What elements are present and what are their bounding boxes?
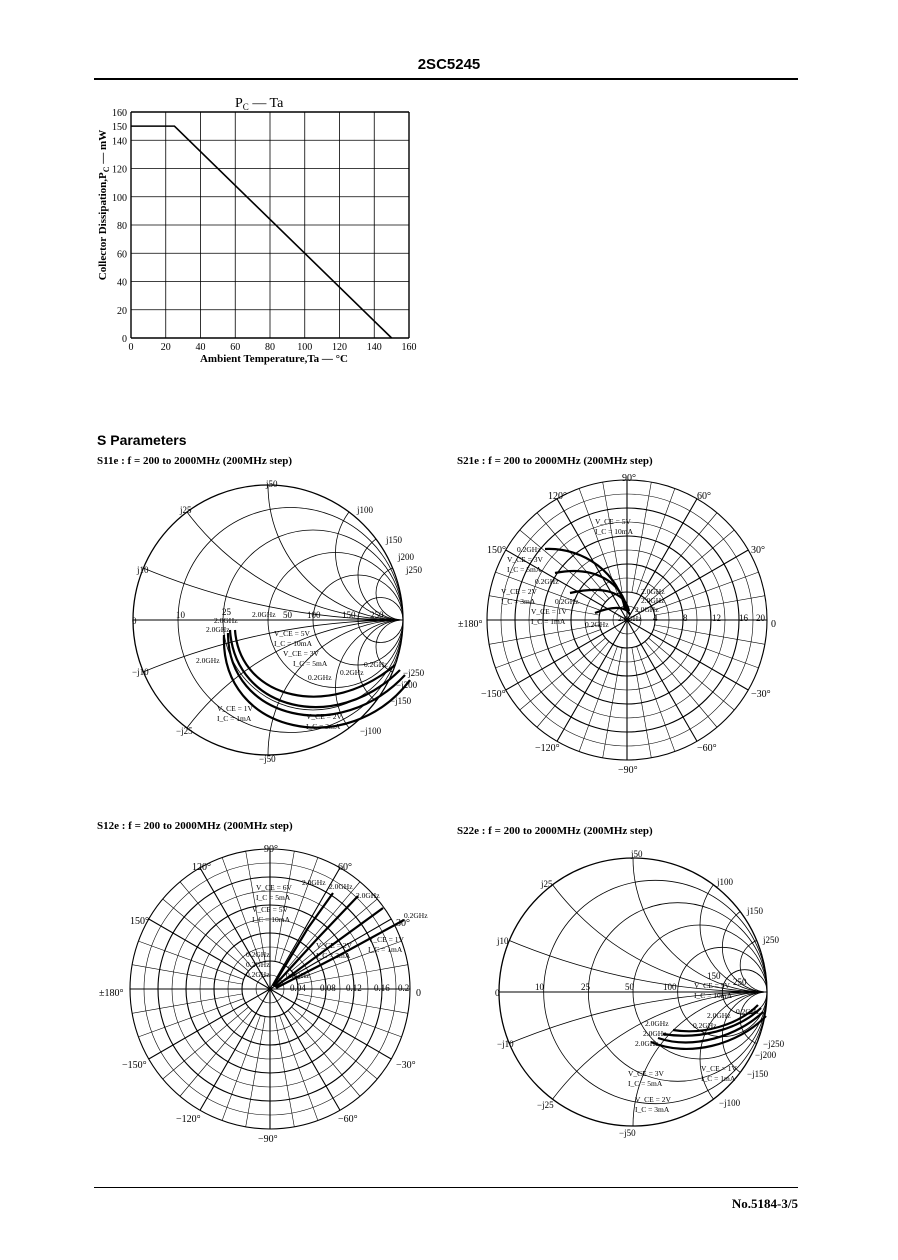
s21-note: 2.0GHz: [618, 614, 642, 623]
s11-label-mj50: −j50: [259, 754, 276, 764]
s11-label-r10: 10: [176, 610, 185, 620]
s11-label-r25: 25: [222, 607, 231, 617]
s22-note: I_C = 3mA: [635, 1105, 670, 1114]
s12-spoke: [138, 941, 243, 979]
s11-label-mj10: −j10: [132, 667, 149, 677]
s22-label-j250: j250: [763, 935, 780, 945]
pc-ta-ytick: 120: [112, 164, 127, 176]
s11-label-mj25: −j25: [176, 726, 193, 736]
s11-note: 2.0GHz: [252, 610, 276, 619]
s21-note: V_CE = 2V: [501, 587, 537, 596]
s22-label-mj25: −j25: [537, 1100, 554, 1110]
s22-note: V_CE = 2V: [635, 1095, 671, 1104]
s11-note: I_C = 1mA: [217, 714, 252, 723]
s12-spoke: [138, 999, 243, 1037]
s12-note: I_C = 1mA: [368, 945, 403, 954]
s22-label-r100: 100: [663, 982, 677, 992]
s21-angle-0: 0: [771, 619, 776, 630]
s22-label-j150: j150: [747, 906, 764, 916]
s22-note: V_CE = 5V: [694, 981, 730, 990]
s21-note: 0.2GHz: [555, 597, 579, 606]
s21-note: V_CE = 1V: [531, 607, 567, 616]
s11-note: V_CE = 5V: [274, 629, 310, 638]
s22-smith-chart: [483, 840, 803, 1145]
s12-angle-m150: −150°: [122, 1060, 147, 1071]
s22-note: 0.2GHz: [736, 1007, 760, 1016]
s21-mag-12: 12: [712, 613, 721, 623]
s11-label-r150: 150: [342, 610, 356, 620]
s11-caption: S11e : f = 200 to 2000MHz (200MHz step): [97, 455, 293, 467]
s11-label-j50: j50: [266, 479, 278, 489]
s11-label-j10: j10: [137, 565, 149, 575]
s21-mag-8: 8: [683, 613, 688, 623]
s21-note: V_CE = 5V: [595, 517, 631, 526]
s11-label-j250: j250: [406, 565, 423, 575]
pc-ta-xtick: 140: [366, 342, 382, 353]
s11-label-j25: j25: [180, 505, 192, 515]
s21-spoke: [495, 630, 600, 668]
pc-ta-xtick: 60: [230, 342, 241, 353]
s22-note: 0.2GHz: [693, 1021, 717, 1030]
s11-label-j200: j200: [398, 552, 415, 562]
s21-spoke: [655, 596, 765, 615]
s11-label-mj200: −j200: [396, 680, 418, 690]
s12-note: 2.0GHz: [302, 878, 326, 887]
s12-angle-m60: −60°: [338, 1114, 358, 1125]
s21-note: I_C = 10mA: [595, 527, 633, 536]
s11-note: I_C = 10mA: [274, 639, 312, 648]
s21-spoke: [489, 625, 599, 644]
s21-spoke: [655, 625, 765, 644]
part-number-header: 2SC5245: [417, 56, 481, 73]
s11-reactance-circle: [120, 470, 440, 620]
s12-note: 0.2GHz: [246, 970, 270, 979]
s11-reactance-circle: [268, 470, 440, 620]
s12-angle-m90: −90°: [258, 1134, 278, 1145]
s22-label-mj50: −j50: [619, 1128, 636, 1138]
s21-spoke: [653, 630, 758, 668]
s21-spoke: [632, 482, 651, 592]
s22-caption: S22e : f = 200 to 2000MHz (200MHz step): [457, 825, 653, 837]
s12-caption: S12e : f = 200 to 2000MHz (200MHz step): [97, 820, 293, 832]
s22-note: 2.0GHz: [643, 1029, 667, 1038]
s12-angle-60: 60°: [338, 862, 352, 873]
s21-polar-chart: [455, 465, 790, 780]
s11-note: 2.0GHz: [206, 625, 230, 634]
s12-note: 2.0GHz: [356, 891, 380, 900]
s21-mag-16: 16: [739, 613, 748, 623]
s11-note: 2.0GHz: [196, 656, 220, 665]
s11-note: I_C = 3mA: [306, 722, 341, 731]
s12-note: 2.0GHz: [329, 882, 353, 891]
s11-label-mj150: −j150: [390, 696, 412, 706]
s11-label-mj100: −j100: [360, 726, 382, 736]
pc-ta-title: $P_C$ — Ta: [235, 96, 284, 112]
s22-label-zero: 0: [495, 988, 500, 998]
s22-label-mj250: −j250: [763, 1039, 785, 1049]
s11-note: V_CE = 2V: [306, 712, 342, 721]
s12-angle-180: ±180°: [99, 988, 124, 999]
s11-smith-chart: [120, 470, 440, 770]
pc-ta-ytick: 140: [112, 136, 127, 148]
pc-ta-chart: [85, 88, 435, 378]
s12-note: I_C = 10mA: [252, 915, 290, 924]
s11-label-zero: 0: [132, 616, 137, 626]
s21-note: 0.2GHz: [535, 577, 559, 586]
s22-label-r250: 250: [733, 977, 747, 987]
s22-note: 2.0GHz: [635, 1039, 659, 1048]
s21-angle-m30: −30°: [751, 689, 771, 700]
s21-angle-m90: −90°: [618, 765, 638, 776]
s12-note: I_C = 3mA: [316, 951, 351, 960]
s12-note: 0.2GHz: [246, 960, 270, 969]
pc-ta-ytick: 60: [117, 249, 127, 261]
s12-spoke: [132, 965, 242, 984]
s22-note: V_CE = 3V: [628, 1069, 664, 1078]
s11-label-j100: j100: [357, 505, 374, 515]
pc-ta-xlabel: Ambient Temperature,Ta — °C: [199, 353, 349, 365]
pc-ta-ytick: 150: [112, 122, 127, 134]
s12-mag-008: 0.08: [320, 983, 336, 993]
s12-spoke: [275, 1017, 294, 1127]
pc-ta-ytick: 20: [117, 305, 127, 317]
pc-ta-xtick: 0: [128, 342, 134, 353]
s21-spoke: [653, 572, 758, 610]
s21-angle-m150: −150°: [481, 689, 506, 700]
s21-angle-30: 30°: [751, 545, 765, 556]
s21-mag-4: 4: [653, 613, 658, 623]
s22-label-r25: 25: [581, 982, 590, 992]
s22-label-j10: j10: [497, 936, 509, 946]
s22-reactance-circle: [499, 840, 803, 992]
s21-angle-120: 120°: [548, 491, 567, 502]
s11-label-r50: 50: [283, 610, 292, 620]
s12-note: V_CE = 5V: [252, 905, 288, 914]
s21-mag-20: 20: [756, 613, 765, 623]
s22-label-mj10: −j10: [497, 1039, 514, 1049]
s22-note: I_C = 5mA: [628, 1079, 663, 1088]
s11-note: 0.2GHz: [364, 660, 388, 669]
footer-rule: [94, 1187, 798, 1188]
s11-reactance-circle: [336, 620, 441, 755]
s12-note: V_CE = 6V: [256, 883, 292, 892]
pc-ta-xtick: 160: [401, 342, 417, 353]
s12-angle-m30: −30°: [396, 1060, 416, 1071]
pc-ta-xtick: 20: [160, 342, 171, 353]
s22-note: 2.0GHz: [707, 1011, 731, 1020]
pc-ta-ytick: 160: [112, 108, 127, 119]
s22-label-j50: j50: [631, 849, 643, 859]
s22-label-j25: j25: [541, 879, 553, 889]
s12-angle-150: 150°: [130, 916, 149, 927]
s21-spoke: [637, 646, 675, 751]
s21-caption: S21e : f = 200 to 2000MHz (200MHz step): [457, 455, 653, 467]
pc-ta-xtick: 40: [195, 342, 206, 353]
s12-angle-0: 0: [416, 988, 421, 999]
pc-ta-derating-line: [131, 126, 392, 338]
pc-ta-ytick: 100: [112, 192, 127, 204]
s11-label-mj250: −j250: [403, 668, 425, 678]
s11-reactance-circle: [336, 485, 441, 620]
s12-note: V_CE = 1V: [368, 935, 404, 944]
s12-mag-012: 0.12: [346, 983, 362, 993]
pc-ta-ytick: 40: [117, 277, 127, 289]
s12-spoke: [222, 1015, 260, 1120]
s22-reactance-circle: [483, 840, 803, 992]
s21-angle-90: 90°: [622, 473, 636, 484]
s21-spoke: [632, 648, 651, 758]
pc-ta-ytick: 80: [117, 221, 127, 232]
pc-ta-ytick: 0: [122, 334, 127, 345]
s12-spoke: [246, 1017, 265, 1127]
s12-note: 0.2GHz: [286, 971, 310, 980]
s22-label-mj100: −j100: [719, 1098, 741, 1108]
s12-spoke: [296, 999, 401, 1037]
s22-label-r50: 50: [625, 982, 634, 992]
s12-spoke: [132, 994, 242, 1013]
s-parameters-title: S Parameters: [97, 432, 187, 448]
s12-polar-chart: [98, 838, 433, 1153]
s22-label-j100: j100: [717, 877, 734, 887]
s12-angle-120: 120°: [192, 862, 211, 873]
s12-mag-016: 0.16: [374, 983, 390, 993]
pc-ta-xtick: 100: [297, 342, 313, 353]
s11-smith-grid: [120, 470, 440, 770]
s22-label-r10: 10: [535, 982, 544, 992]
s21-angle-m120: −120°: [535, 743, 560, 754]
s22-label-mj150: −j150: [747, 1069, 769, 1079]
s21-note: I_C = 5mA: [507, 565, 542, 574]
s12-spoke: [298, 994, 408, 1013]
s21-angle-180: ±180°: [458, 619, 483, 630]
s11-note: I_C = 5mA: [293, 659, 328, 668]
pc-ta-ticks: [112, 108, 417, 353]
s11-reactance-circle: [133, 470, 440, 620]
s22-note: I_C = 10mA: [694, 991, 732, 1000]
s12-note: 0.2GHz: [246, 950, 270, 959]
pc-ta-ylabel: Collector $Dissipation,P_C$ — mW: [97, 129, 111, 281]
s22-label-mj200: −j200: [755, 1050, 777, 1060]
s21-note: 0.2GHz: [585, 620, 609, 629]
header-rule: [94, 78, 798, 80]
s12-mag-004: 0.04: [290, 983, 306, 993]
s21-note: I_C = 1mA: [531, 617, 566, 626]
s11-label-j150: j150: [386, 535, 403, 545]
s11-note: V_CE = 3V: [283, 649, 319, 658]
s21-spoke: [603, 648, 622, 758]
s21-note: I_C = 3mA: [501, 597, 536, 606]
s21-note: 2.0GHz: [641, 596, 665, 605]
s21-spoke: [603, 482, 622, 592]
s12-angle-90: 90°: [264, 844, 278, 855]
s12-note: 0.2GHz: [404, 911, 428, 920]
s12-note: V_CE = 2V: [316, 941, 352, 950]
s22-note: 2.0GHz: [645, 1019, 669, 1028]
s12-angle-m120: −120°: [176, 1114, 201, 1125]
s21-note: V_CE = 3V: [507, 555, 543, 564]
s21-angle-150: 150°: [487, 545, 506, 556]
s11-note: 0.2GHz: [340, 668, 364, 677]
s21-angle-m60: −60°: [697, 743, 717, 754]
s21-spoke: [637, 488, 675, 593]
s11-label-r250: 250: [370, 610, 384, 620]
pc-ta-xtick: 120: [332, 342, 347, 353]
s11-note: 2.0GHz: [214, 616, 238, 625]
pc-ta-grid: [131, 112, 409, 338]
s21-note: 0.2GHz: [517, 545, 541, 554]
pc-ta-xtick: 80: [265, 342, 275, 353]
s12-spoke: [280, 1015, 318, 1120]
s21-note: 2.0GHz: [641, 587, 665, 596]
s11-label-r100: 100: [307, 610, 321, 620]
s21-spoke: [579, 646, 617, 751]
s11-note: V_CE = 1V: [217, 704, 253, 713]
s11-note: 0.2GHz: [308, 673, 332, 682]
s22-note: I_C = 1mA: [701, 1074, 736, 1083]
s12-angle-30: 30°: [396, 918, 410, 929]
s22-note: V_CE = 1V: [701, 1064, 737, 1073]
s21-angle-60: 60°: [697, 491, 711, 502]
s12-note: I_C = 5mA: [256, 893, 291, 902]
page-number: No.5184-3/5: [731, 1196, 798, 1211]
s21-note: 2.0GHz: [635, 605, 659, 614]
s22-label-r150: 150: [707, 971, 721, 981]
s12-mag-02: 0.2: [398, 983, 410, 993]
